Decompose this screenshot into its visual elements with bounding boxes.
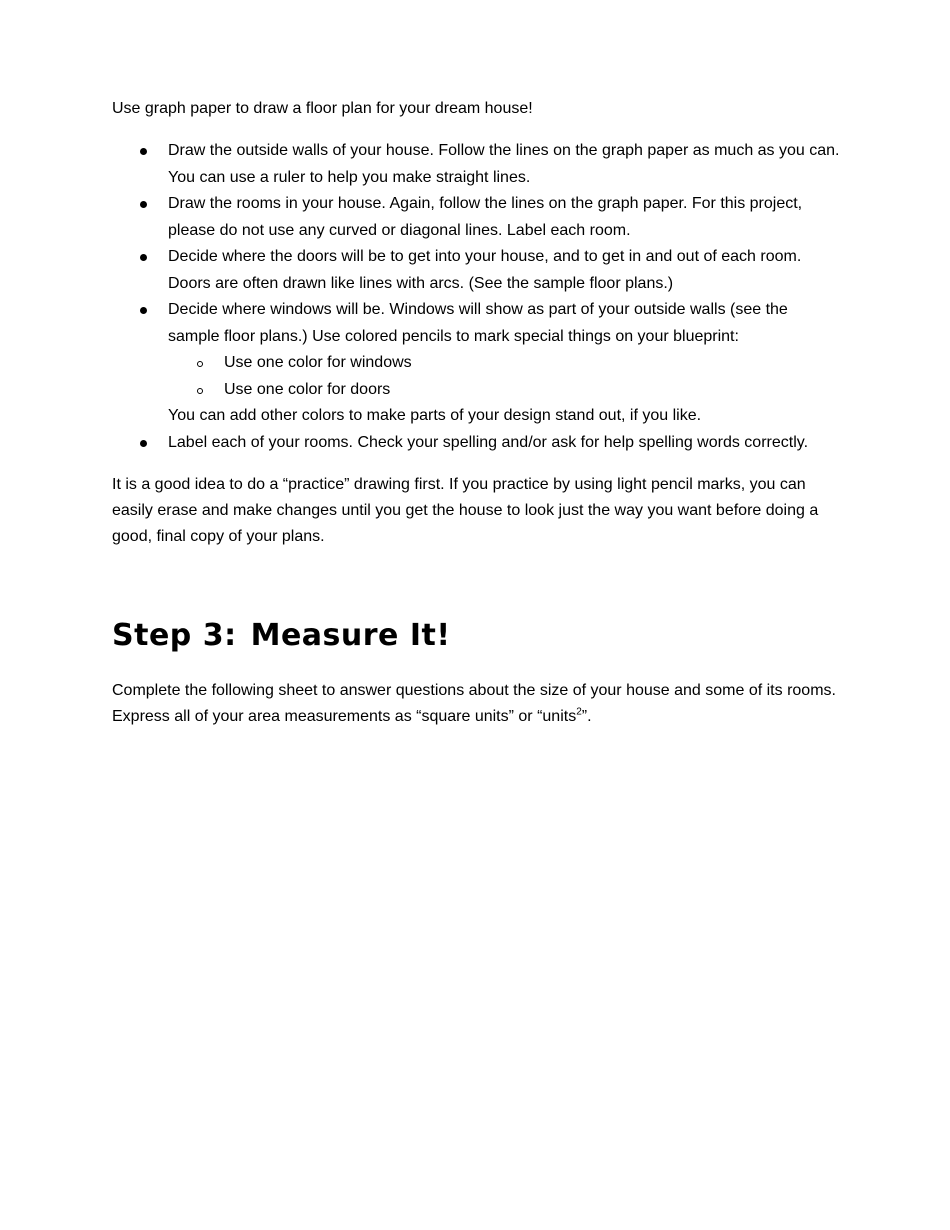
circle-bullet-icon: [197, 388, 203, 394]
list-item: [112, 297, 842, 430]
list-item: [112, 244, 842, 297]
list-item-continuation: You can add other colors to make parts of your design stand out, if you like.: [168, 407, 702, 424]
sub-list-item-text: Use one color for doors: [224, 380, 391, 398]
list-item-text: Decide where the doors will be to get into your house, and to get in and out of each room. Doors are often drawn like lines with arcs. (See the sample floor plans.): [168, 248, 802, 292]
measure-paragraph: [112, 678, 842, 730]
instruction-list: [112, 138, 842, 456]
superscript: 2: [576, 706, 582, 718]
list-item: [112, 138, 842, 191]
sub-list-item: [168, 350, 842, 377]
circle-bullet-icon: [197, 361, 203, 367]
document-page: [112, 96, 842, 730]
step-title: Measure It!: [250, 618, 451, 653]
step-number: Step 3:: [112, 618, 237, 653]
bullet-icon: [140, 201, 147, 208]
bullet-icon: [140, 254, 147, 261]
list-item-text: Label each of your rooms. Check your spelling and/or ask for help spelling words correctly.: [168, 433, 809, 451]
list-item-text: Draw the outside walls of your house. Follow the lines on the graph paper as much as you can. You can use a ruler to help you make straight lines.: [168, 142, 840, 186]
bullet-icon: [140, 440, 147, 447]
sub-list: [168, 350, 842, 403]
list-item-text: Decide where windows will be. Windows will show as part of your outside walls (see the sample floor plans.) Use colored pencils to mark special things on your blueprint:: [168, 301, 788, 345]
measure-paragraph-text: Complete the following sheet to answer questions about the size of your house and some of its rooms. Express all of your area measurements as “square units” or “units: [112, 682, 836, 725]
sub-list-item: [168, 377, 842, 404]
measure-paragraph-end: ”.: [581, 708, 592, 725]
practice-paragraph: It is a good idea to do a “practice” drawing first. If you practice by using light pencil marks, you can easily erase and make changes until you get the house to look just the way you want before doing a good, final copy of your plans.: [112, 476, 819, 545]
list-item: [112, 430, 842, 457]
step-heading: [112, 616, 842, 656]
intro-text: Use graph paper to draw a floor plan for your dream house!: [112, 100, 533, 117]
bullet-icon: [140, 307, 147, 314]
sub-list-item-text: Use one color for windows: [224, 354, 412, 371]
bullet-icon: [140, 148, 147, 155]
list-item: [112, 191, 842, 244]
list-item-text: Draw the rooms in your house. Again, follow the lines on the graph paper. For this project, please do not use any curved or diagonal lines. Label each room.: [168, 195, 803, 239]
